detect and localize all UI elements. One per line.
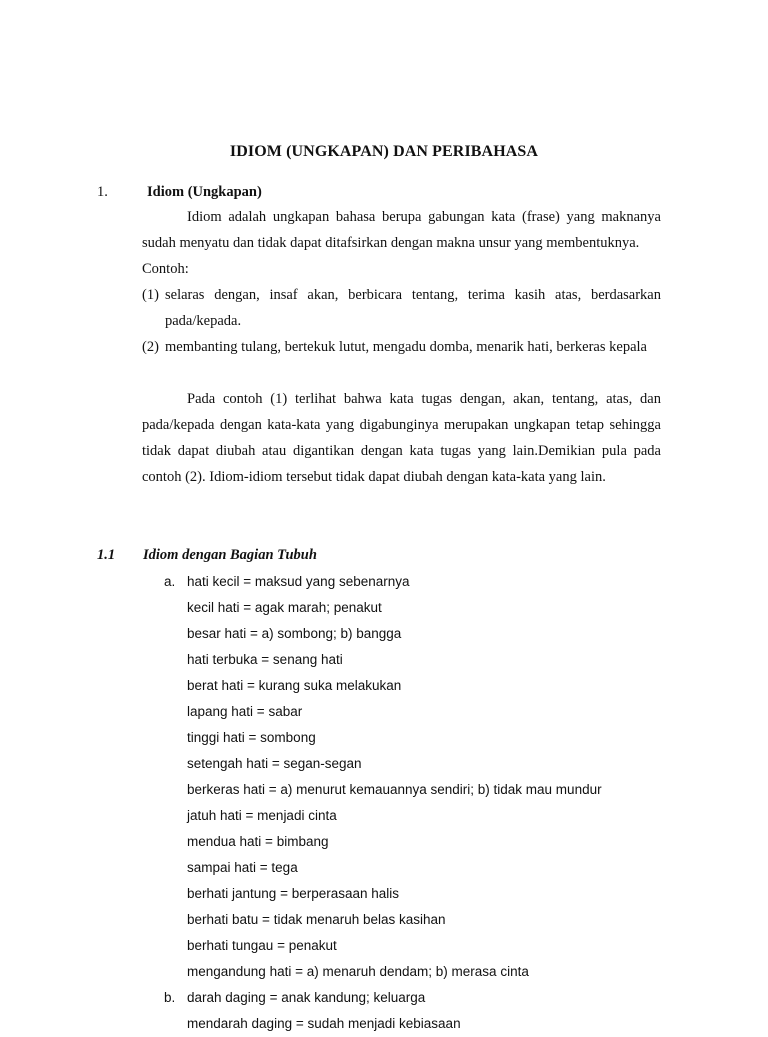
idiom-item: [187, 595, 382, 621]
idiom-text: hati kecil = maksud yang sebenarnya: [187, 574, 410, 589]
idiom-item: [164, 985, 426, 1011]
idiom-text: kecil hati = agak marah; penakut: [187, 600, 382, 615]
idiom-item: [187, 673, 401, 699]
idiom-item: [187, 751, 362, 777]
idiom-text: tinggi hati = sombong: [187, 730, 316, 745]
idiom-text: berhati jantung = berperasaan halis: [187, 886, 400, 901]
definition-paragraph: [142, 204, 661, 256]
idiom-item: [187, 855, 298, 881]
idiom-item: [187, 1011, 461, 1037]
idiom-item: [187, 933, 337, 959]
idiom-text: hati terbuka = senang hati: [187, 652, 343, 667]
idiom-item: [187, 959, 529, 985]
subsection-number: 1.1: [97, 547, 116, 563]
idiom-text: sampai hati = tega: [187, 860, 298, 875]
definition-text: Idiom adalah ungkapan bahasa berupa gabungan kata (frase) yang maknanya sudah menyatu dan tidak dapat ditafsirkan dengan makna unsur yang membentuknya.: [142, 209, 661, 251]
idiom-text: mendarah daging = sudah menjadi kebiasaan: [187, 1016, 461, 1031]
example-marker: (1): [142, 287, 159, 303]
idiom-item: [187, 699, 302, 725]
example-marker: (2): [142, 339, 159, 355]
subsection-title: Idiom dengan Bagian Tubuh: [143, 547, 317, 563]
idiom-text: mendua hati = bimbang: [187, 834, 329, 849]
idiom-item: [187, 725, 316, 751]
idiom-item: [187, 881, 399, 907]
section-title: Idiom (Ungkapan): [147, 184, 262, 200]
idiom-text: lapang hati = sabar: [187, 704, 303, 719]
idiom-text: setengah hati = segan-segan: [187, 756, 362, 771]
idiom-letter: a.: [164, 574, 176, 589]
idiom-item: [187, 777, 602, 803]
example-label: Contoh:: [142, 261, 189, 277]
idiom-text: darah daging = anak kandung; keluarga: [187, 990, 426, 1005]
example-text: selaras dengan, insaf akan, berbicara tentang, terima kasih atas, berdasarkan pada/kepada.: [165, 287, 661, 329]
idiom-item: [187, 803, 337, 829]
idiom-letter: b.: [164, 990, 176, 1005]
explanation-text: Pada contoh (1) terlihat bahwa kata tugas dengan, akan, tentang, atas, dan pada/kepada dengan kata-kata yang digabunginya merupakan ungkapan tetap sehingga tidak dapat diubah atau digantikan dengan kata tugas yang lain.Demikian pula pada contoh (2). Idiom-idiom tersebut tidak dapat diubah dengan kata-kata yang lain.: [142, 391, 661, 485]
example-item: [142, 334, 661, 360]
idiom-item: [187, 907, 446, 933]
idiom-text: mengandung hati = a) menaruh dendam; b) merasa cinta: [187, 964, 529, 979]
idiom-text: jatuh hati = menjadi cinta: [187, 808, 337, 823]
idiom-item: [187, 647, 343, 673]
idiom-item: [164, 569, 410, 595]
idiom-item: [187, 621, 401, 647]
idiom-text: berhati batu = tidak menaruh belas kasihan: [187, 912, 446, 927]
idiom-text: besar hati = a) sombong; b) bangga: [187, 626, 402, 641]
example-item: [142, 282, 661, 334]
idiom-item: [187, 829, 328, 855]
idiom-text: berhati tungau = penakut: [187, 938, 337, 953]
idiom-text: berkeras hati = a) menurut kemauannya sendiri; b) tidak mau mundur: [187, 782, 602, 797]
section-number: 1.: [97, 184, 108, 200]
example-text: membanting tulang, bertekuk lutut, mengadu domba, menarik hati, berkeras kepala: [165, 339, 647, 355]
idiom-text: berat hati = kurang suka melakukan: [187, 678, 402, 693]
explanation-paragraph: [142, 386, 661, 490]
document-title: IDIOM (UNGKAPAN) DAN PERIBAHASA: [229, 143, 539, 160]
